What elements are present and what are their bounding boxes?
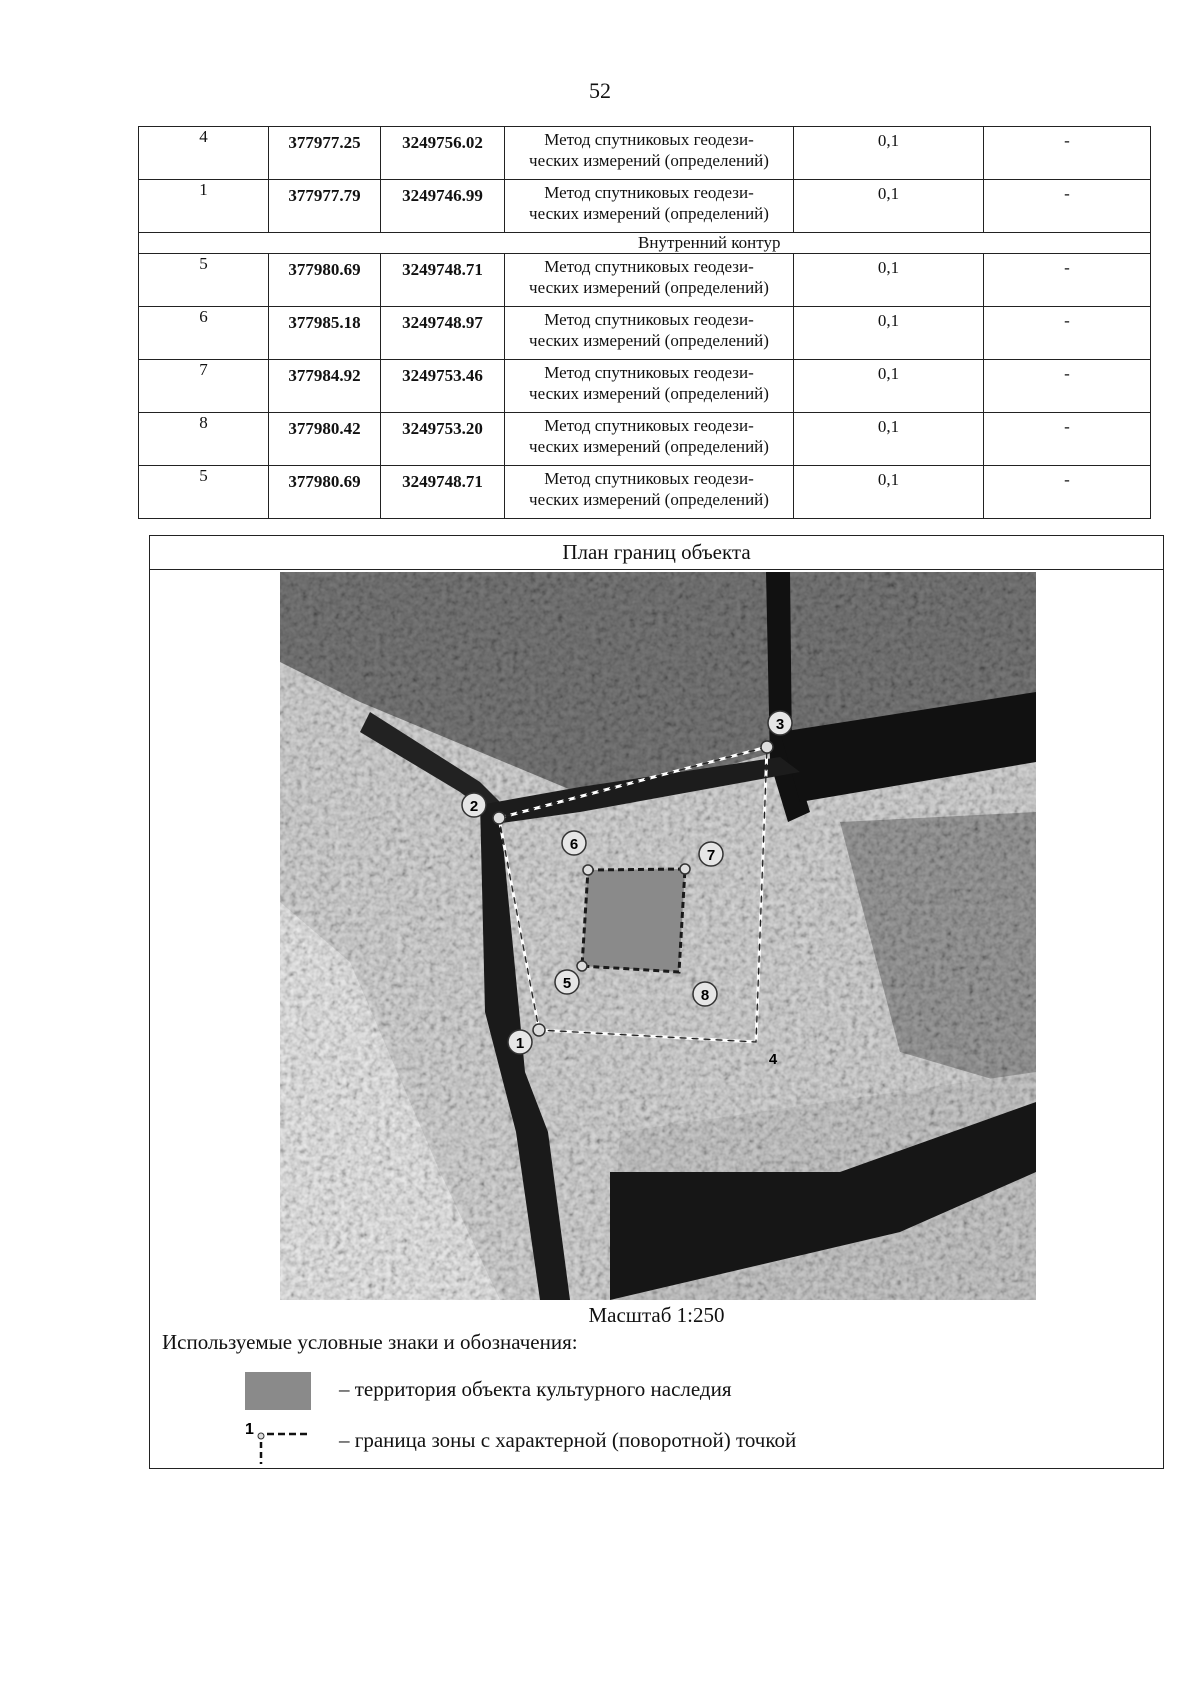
y-coordinate-cell: 3249753.20 — [381, 413, 505, 466]
method-cell — [505, 413, 794, 466]
territory-swatch — [245, 1372, 311, 1410]
x-coordinate-cell: 377985.18 — [269, 307, 381, 360]
method-cell — [505, 180, 794, 233]
page-number: 52 — [589, 78, 611, 103]
x-coordinate-cell: 377980.69 — [269, 254, 381, 307]
svg-text:8: 8 — [700, 987, 710, 1004]
accuracy-cell: 0,1 — [794, 466, 984, 519]
legend-territory-text: – территория объекта культурного наследия — [339, 1376, 732, 1401]
method-line-2: ческих измерений (определений) — [529, 490, 769, 509]
point-number-cell: 6 — [139, 307, 269, 360]
accuracy-cell: 0,1 — [794, 307, 984, 360]
point-label-5 — [555, 970, 579, 994]
point-label-8 — [693, 982, 717, 1006]
y-coordinate-cell: 3249748.71 — [381, 254, 505, 307]
point-number-cell: 8 — [139, 413, 269, 466]
note-cell: - — [984, 127, 1151, 180]
table-row — [139, 307, 1151, 360]
table-row — [139, 466, 1151, 519]
legend-item-boundary — [245, 1420, 796, 1464]
note-cell: - — [984, 254, 1151, 307]
svg-text:3: 3 — [775, 716, 785, 733]
section-label: Внутренний контур — [269, 233, 1151, 254]
point-number-cell: 7 — [139, 360, 269, 413]
y-coordinate-cell: 3249748.97 — [381, 307, 505, 360]
map-scale: Масштаб 1:250 — [588, 1303, 725, 1327]
plan-title: План границ объекта — [150, 536, 1163, 570]
method-line-1: Метод спутниковых геодези- — [544, 363, 754, 382]
method-line-2: ческих измерений (определений) — [529, 437, 769, 456]
method-line-1: Метод спутниковых геодези- — [544, 310, 754, 329]
method-line-2: ческих измерений (определений) — [529, 278, 769, 297]
legend-item-territory — [245, 1372, 732, 1410]
point-number-cell: 4 — [139, 127, 269, 180]
svg-text:1: 1 — [245, 1421, 254, 1438]
heritage-territory — [582, 869, 685, 972]
note-cell: - — [984, 307, 1151, 360]
y-coordinate-cell: 3249746.99 — [381, 180, 505, 233]
point-label-6 — [562, 831, 586, 855]
svg-text:4: 4 — [768, 1051, 778, 1068]
svg-text:5: 5 — [562, 975, 572, 992]
table-row — [139, 360, 1151, 413]
point-number-cell: 5 — [139, 254, 269, 307]
svg-text:2: 2 — [469, 798, 479, 815]
table-row — [139, 254, 1151, 307]
x-coordinate-cell: 377984.92 — [269, 360, 381, 413]
method-line-2: ческих измерений (определений) — [529, 331, 769, 350]
boundary-plan — [149, 535, 1164, 1469]
accuracy-cell: 0,1 — [794, 127, 984, 180]
method-cell — [505, 466, 794, 519]
legend-boundary-text: – граница зоны с характерной (поворотной) точкой — [339, 1427, 797, 1452]
point-number-cell: 5 — [139, 466, 269, 519]
note-cell: - — [984, 413, 1151, 466]
method-line-2: ческих измерений (определений) — [529, 151, 769, 170]
point-label-1 — [508, 1030, 532, 1054]
accuracy-cell: 0,1 — [794, 413, 984, 466]
accuracy-cell: 0,1 — [794, 180, 984, 233]
method-line-1: Метод спутниковых геодези- — [544, 416, 754, 435]
accuracy-cell: 0,1 — [794, 254, 984, 307]
point-label-2 — [462, 793, 486, 817]
table-row — [139, 413, 1151, 466]
legend-title: Используемые условные знаки и обозначения: — [162, 1330, 578, 1354]
x-coordinate-cell: 377980.42 — [269, 413, 381, 466]
aerial-map — [280, 572, 1036, 1300]
method-line-1: Метод спутниковых геодези- — [544, 257, 754, 276]
x-coordinate-cell: 377980.69 — [269, 466, 381, 519]
method-line-2: ческих измерений (определений) — [529, 204, 769, 223]
svg-text:7: 7 — [706, 847, 716, 864]
y-coordinate-cell: 3249748.71 — [381, 466, 505, 519]
svg-text:6: 6 — [569, 836, 579, 853]
svg-text:1: 1 — [515, 1035, 525, 1052]
table-row — [139, 180, 1151, 233]
point-number-cell: 1 — [139, 180, 269, 233]
point-label-4 — [769, 1051, 778, 1068]
coordinates-table — [138, 126, 1151, 519]
method-cell — [505, 254, 794, 307]
method-line-2: ческих измерений (определений) — [529, 384, 769, 403]
y-coordinate-cell: 3249756.02 — [381, 127, 505, 180]
table-row — [139, 127, 1151, 180]
x-coordinate-cell: 377977.79 — [269, 180, 381, 233]
accuracy-cell: 0,1 — [794, 360, 984, 413]
method-line-1: Метод спутниковых геодези- — [544, 183, 754, 202]
method-line-1: Метод спутниковых геодези- — [544, 130, 754, 149]
boundary-line-symbol — [245, 1420, 311, 1464]
method-cell — [505, 360, 794, 413]
x-coordinate-cell: 377977.25 — [269, 127, 381, 180]
note-cell: - — [984, 360, 1151, 413]
method-cell — [505, 307, 794, 360]
point-label-3 — [768, 711, 792, 735]
section-row — [139, 233, 1151, 254]
method-line-1: Метод спутниковых геодези- — [544, 469, 754, 488]
note-cell: - — [984, 180, 1151, 233]
note-cell: - — [984, 466, 1151, 519]
y-coordinate-cell: 3249753.46 — [381, 360, 505, 413]
method-cell — [505, 127, 794, 180]
point-label-7 — [699, 842, 723, 866]
